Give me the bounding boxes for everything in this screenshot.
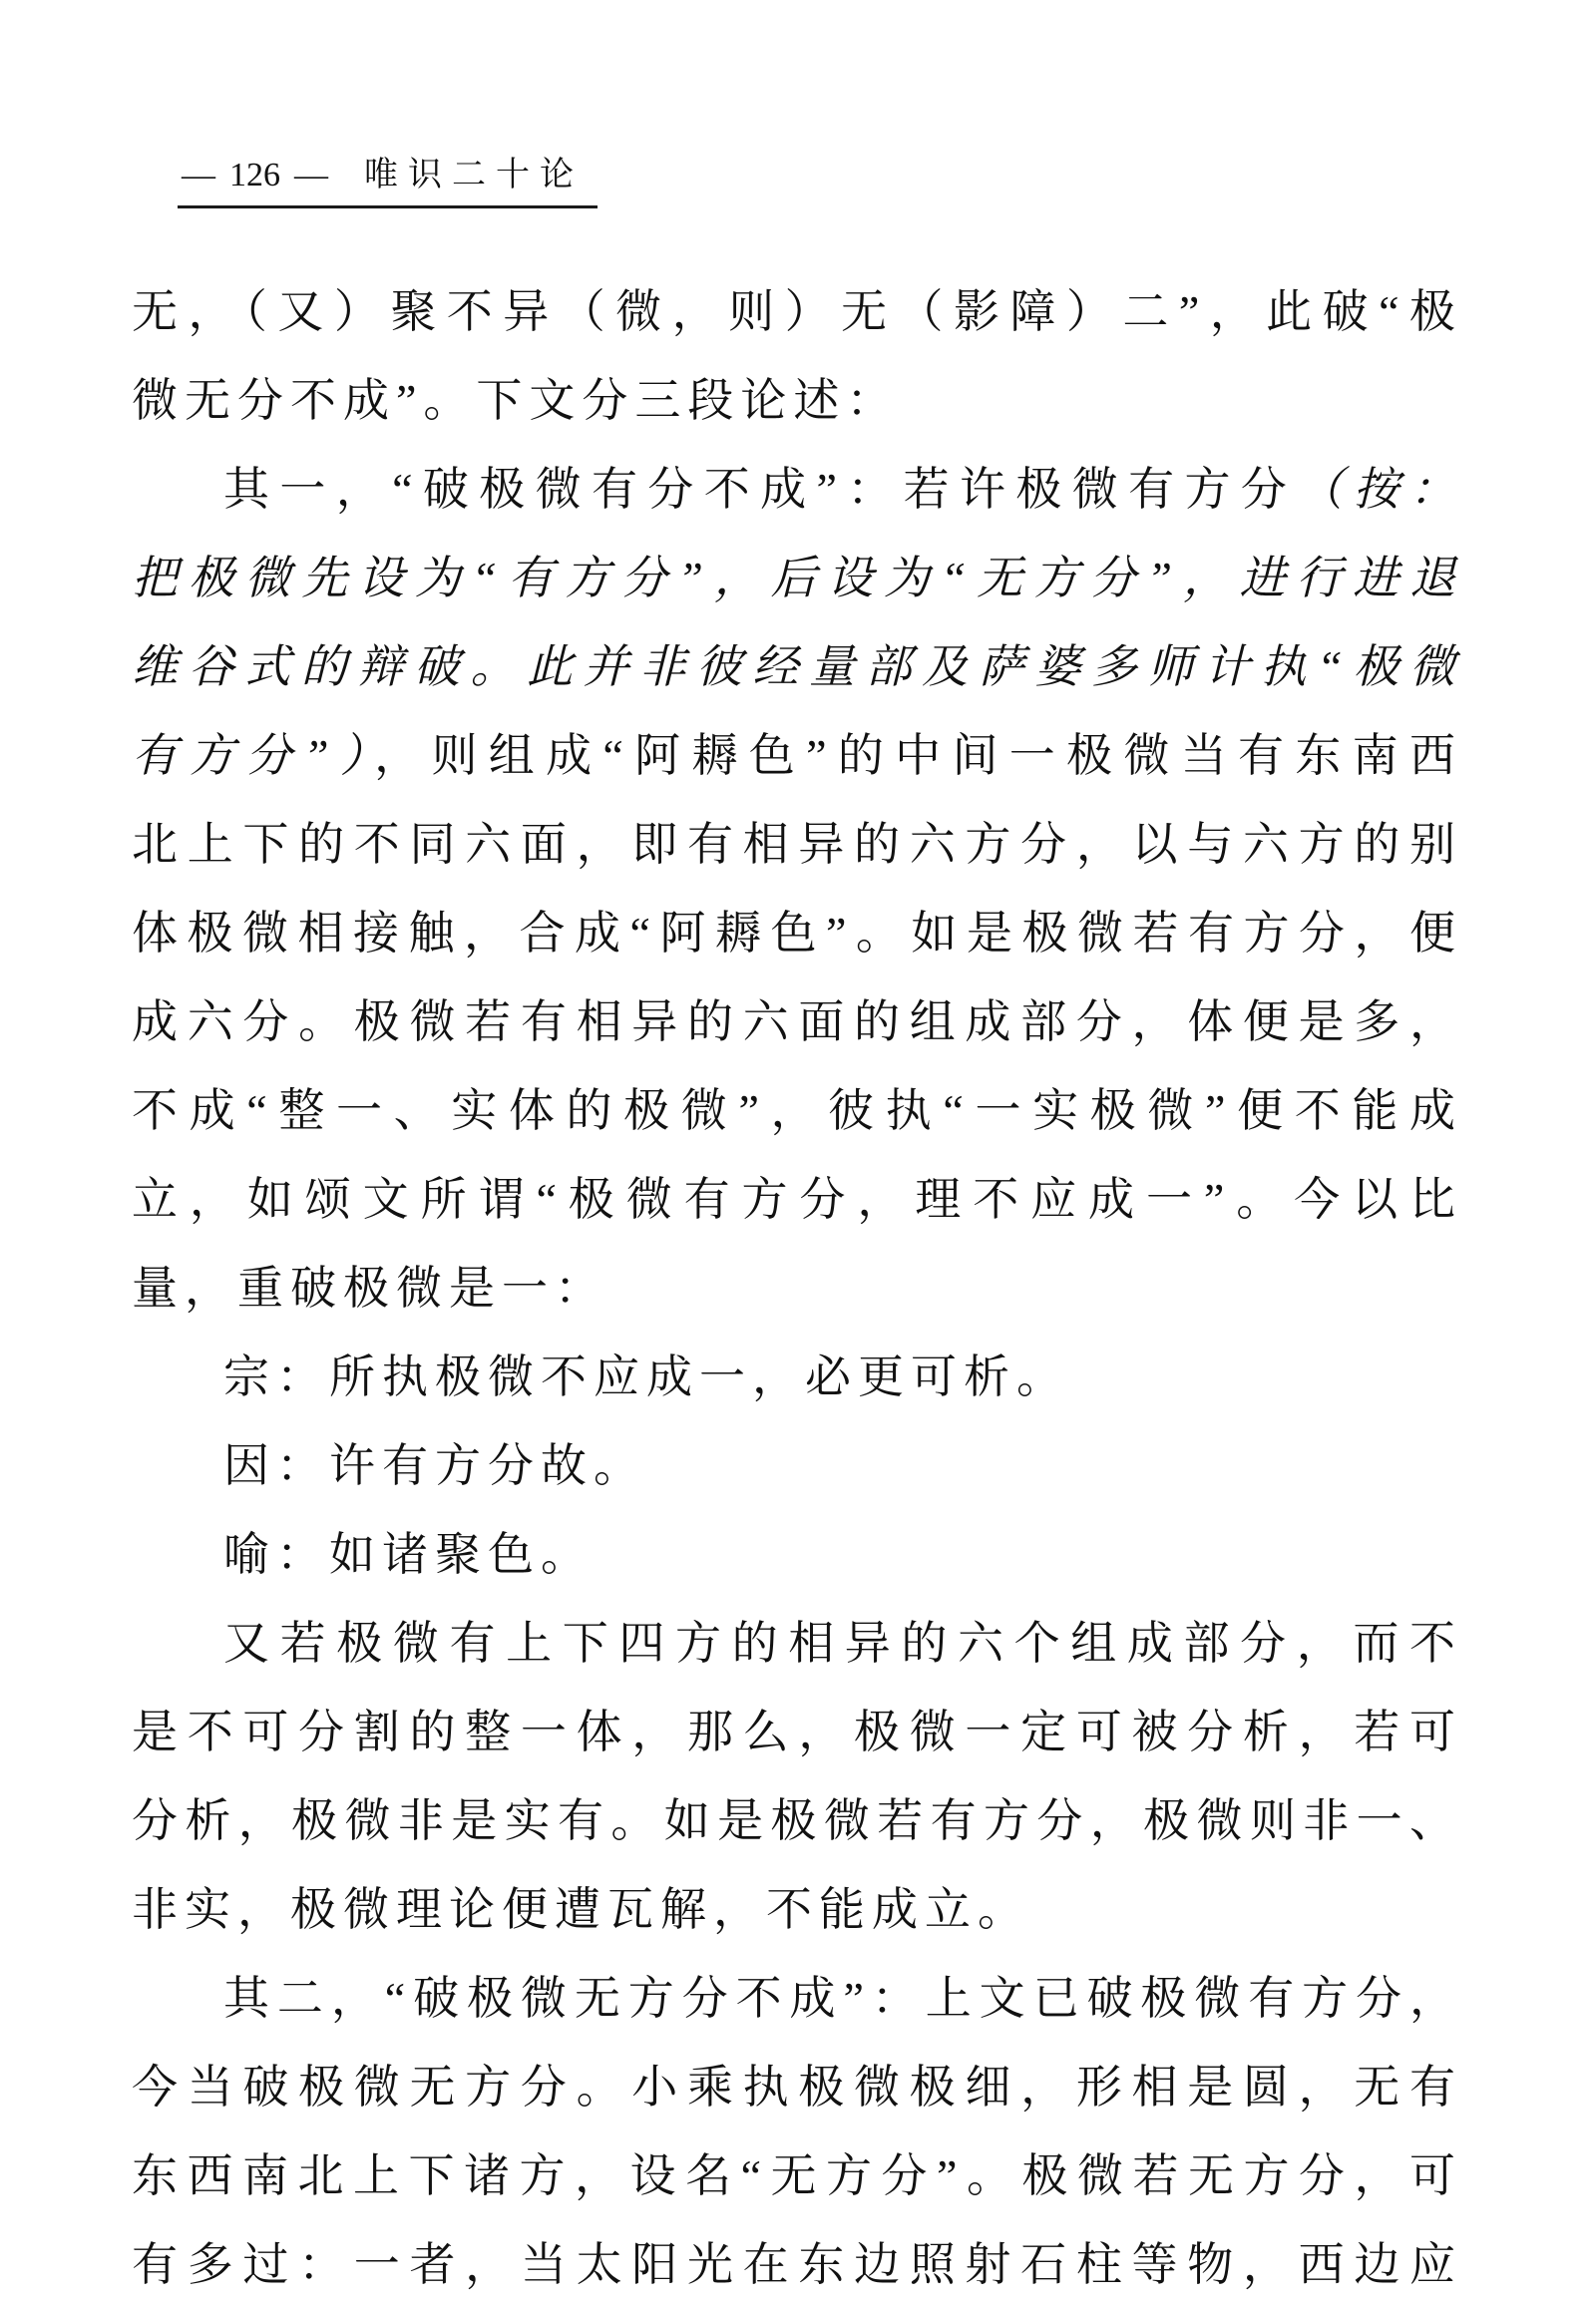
text-line-7: [132, 800, 1462, 889]
text-line-2: [132, 356, 1462, 445]
text-line-19: [132, 1865, 1462, 1954]
body-text: 北上下的不同六面，即有相异的六方分，以与六方的别: [132, 819, 1462, 870]
page-body: [132, 267, 1462, 2309]
book-title: 唯识二十论: [364, 157, 584, 193]
text-line-13: [132, 1333, 1462, 1421]
body-text: 不成“整一、实体的极微”，彼执“一实极微”便不能成: [132, 1085, 1462, 1136]
body-text: ，则组成“阿耨色”的中间一极微当有东南西: [374, 730, 1462, 781]
body-text: 宗：所执极微不应成一，必更可析。: [223, 1351, 1069, 1402]
text-line-1: [132, 267, 1462, 356]
annotation-text: 把极微先设为“有方分”，后设为“无方分”，进行进退: [132, 553, 1462, 603]
body-text: 是不可分割的整一体，那么，极微一定可被分析，若可: [132, 1707, 1462, 1757]
body-text: 今当破极微无方分。小乘执极微极细，形相是圆，无有: [132, 2062, 1462, 2113]
text-line-5: [132, 622, 1462, 711]
text-line-21: [132, 2043, 1462, 2131]
body-text: 微无分不成”。下文分三段论述：: [132, 375, 900, 426]
body-text: 非实，极微理论便遭瓦解，不能成立。: [132, 1884, 1030, 1935]
body-text: 无，（又）聚不异（微，则）无（影障）二”，此破“极: [132, 286, 1462, 337]
annotation-text: 维谷式的辩破。此并非彼经量部及萨婆多师计执“极微: [132, 641, 1462, 692]
text-line-20: [132, 1954, 1462, 2043]
body-text: 成六分。极微若有相异的六面的组成部分，体便是多，: [132, 996, 1462, 1047]
text-line-15: [132, 1510, 1462, 1599]
header-dash-right: —: [294, 157, 328, 193]
text-line-4: [132, 534, 1462, 622]
annotation-text: 有方分”）: [132, 730, 375, 781]
body-text: 因：许有方分故。: [223, 1440, 646, 1491]
body-text: 其二，“破极微无方分不成”：上文已破极微有方分，: [223, 1973, 1462, 2024]
annotation-text: （按：: [1297, 464, 1462, 515]
text-line-6: [132, 711, 1462, 800]
body-text: 有多过：一者，当太阳光在东边照射石柱等物，西边应: [132, 2239, 1462, 2290]
body-text: 东西南北上下诸方，设名“无方分”。极微若无方分，可: [132, 2150, 1462, 2201]
body-text: 喻：如诸聚色。: [223, 1529, 594, 1580]
text-line-9: [132, 977, 1462, 1066]
text-line-23: [132, 2220, 1462, 2309]
text-line-18: [132, 1776, 1462, 1865]
text-line-8: [132, 889, 1462, 977]
text-line-17: [132, 1688, 1462, 1776]
text-line-10: [132, 1066, 1462, 1155]
header-dash-left: —: [182, 157, 215, 193]
page-number: 126: [229, 157, 280, 193]
body-text: 立，如颂文所谓“极微有方分，理不应成一”。今以比: [132, 1174, 1462, 1225]
text-line-22: [132, 2131, 1462, 2220]
body-text: 其一，“破极微有分不成”：若许极微有方分: [223, 464, 1298, 515]
page-header: [178, 156, 598, 208]
text-line-11: [132, 1155, 1462, 1244]
text-line-16: [132, 1599, 1462, 1688]
text-line-14: [132, 1421, 1462, 1510]
text-line-3: [132, 445, 1462, 534]
body-text: 又若极微有上下四方的相异的六个组成部分，而不: [223, 1618, 1462, 1669]
body-text: 体极微相接触，合成“阿耨色”。如是极微若有方分，便: [132, 908, 1462, 959]
text-line-12: [132, 1244, 1462, 1333]
body-text: 分析，极微非是实有。如是极微若有方分，极微则非一、: [132, 1795, 1462, 1846]
body-text: 量，重破极微是一：: [132, 1263, 607, 1314]
